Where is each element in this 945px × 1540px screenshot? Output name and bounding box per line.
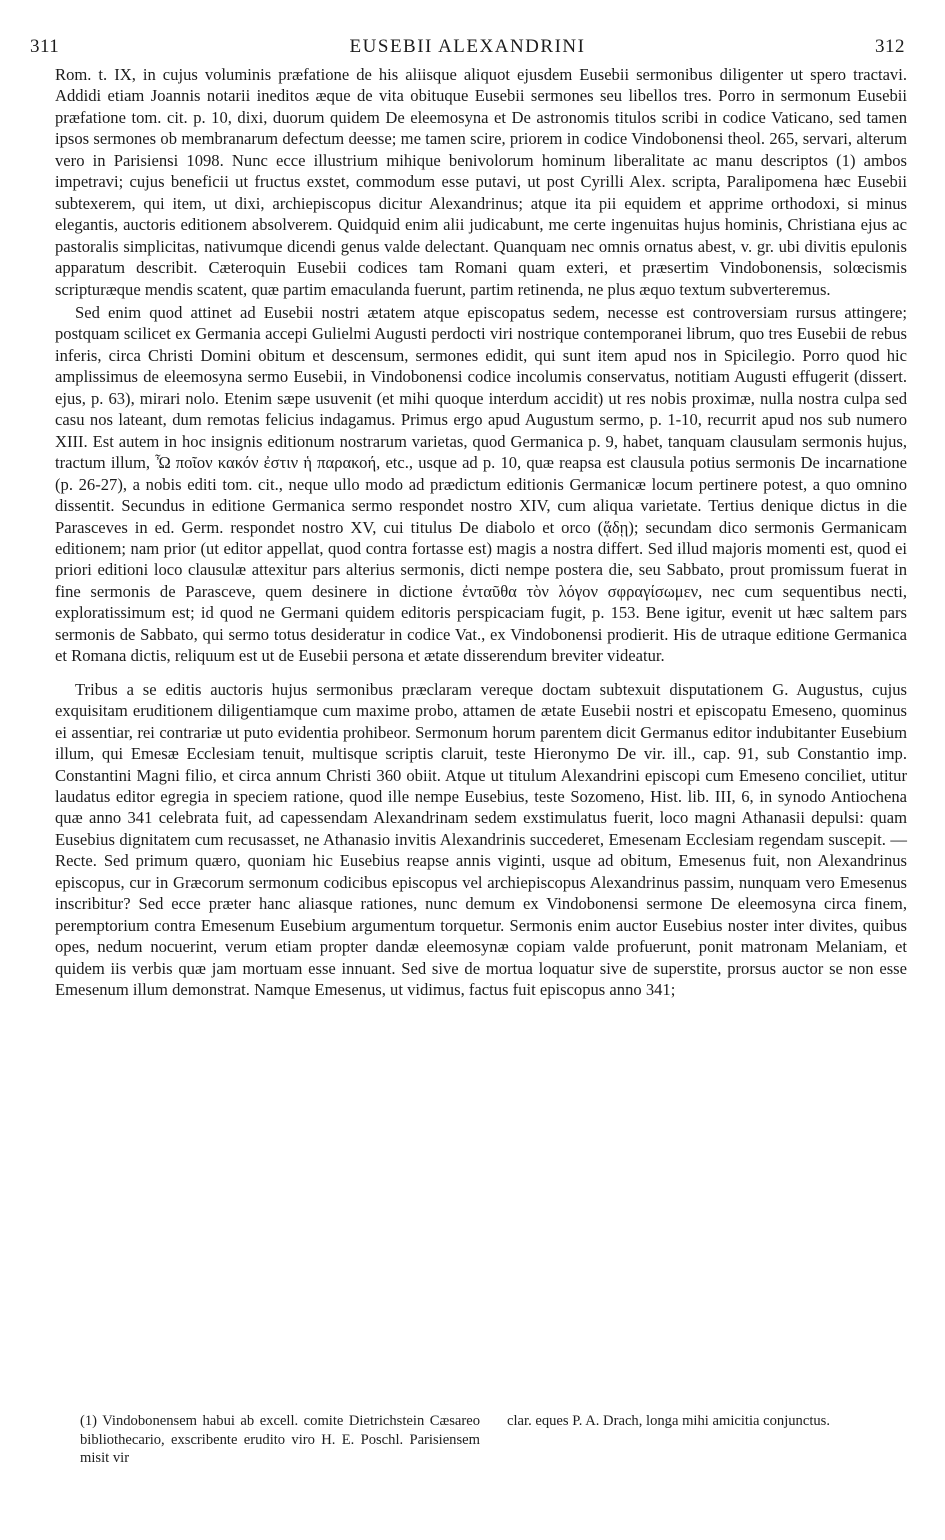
footnote-1-part-2: clar. eques P. A. Drach, longa mihi amicitia conjunctus. [507,1413,831,1429]
paragraph-3: Tribus a se editis auctoris hujus sermonibus præclaram vereque doctam subtexuit disputationem G. Augustus, cujus exquisitam eruditionem diligentiamque cum maxime probo, attamen de ætate Eusebii nostri et episcopatu Emeseno, quominus ei assentiar, rei contrariæ ut puto evidentia prohibeor. Sermonum horum parentem dicit Germanus editor indubitanter Eusebium illum, qui Emesæ Ecclesiam tenuit, multisque scriptis claruit, teste Hieronymo De vir. ill., cap. 91, sub Constantio imp. Constantini Magni filio, et circa annum Christi 360 obiit. Atque ut titulum Alexandrini episcopi cum Emeseno conciliet, utitur laudatus editor egregia in speciem ratione, quod ille nempe Eusebius, teste Sozomeno, Hist. lib. III, 6, in synodo Antiochena quæ anno 341 celebrata fuit, ad capessendam Alexandrinam sedem exstimulatus fuerit, loco magni Athanasii depulsi: quam Eusebius dignitatem cum recusasset, ne Athanasio invitis Alexandrinis succederet, Emesenam Ecclesiam regendam suscepit. — Recte. Sed primum quæro, quoniam hic Eusebius reapse annis viginti, usque ad obitum, Emesenus fuit, non Alexandrinus episcopus, cur in Græcorum sermonum codicibus episcopus vel archiepiscopus Alexandrinus passim, nunquam vero Emesenus inscribitur? Sed ecce præter hanc aliasque rationes, nunc demum ex Vindobonensi sermone De eleemosyna circa finem, peremptorium contra Emesenum Eusebium argumentum torquetur. Sermonis enim auctor Eusebius noster inter divites, quibus opes, nedum nocuerint, verum etiam propter dandæ eleemosynæ copiam valde profuerunt, ponit matronam Melaniam, et quidem iis verbis quæ jam mortuam esse innuant. Sed sive de mortua loquatur sive de superstite, prorsus auctor se non esse Emesenum illum demonstrat. Namque Emesenus, ut vidimus, factus fuit episcopus anno 341; [55,679,907,1000]
right-page-number: 312 [875,36,905,57]
body-text [55,64,907,1000]
left-page-number: 311 [30,36,60,57]
running-header [30,36,905,60]
footnote-column-right [507,1412,912,1431]
footnote-column-left [80,1412,480,1468]
paragraph-2: Sed enim quod attinet ad Eusebii nostri ætatem atque episcopatus sedem, necesse est controversiam rursus attingere; postquam scilicet ex Germania accepi Gulielmi Augusti perdocti viri nostrique contemporanei librum, quo tres Eusebii de rebus inferis, circa Christi Domini obitum et descensum, sermones edidit, qui sunt item apud nos in Spicilegio. Porro quod hic amplissimus de eleemosyna sermo Eusebii, in Vindobonensi codice incolumis conservatus, notitiam Augusti effugerit (dissert. ejus, p. 63), mirari nolo. Etenim sæpe usuvenit (et mihi quoque interdum accidit) ut res nobis proximæ, nulla nostra culpa sed casu nos lateant, dum remotas felicius indagamus. Primus ergo apud Augustum sermo, p. 1-10, recurrit apud nos sub numero XIII. Est autem in hoc insignis editionum nostrarum varietas, quod Germanica p. 9, habet, tanquam clausulam sermonis hujus, tractum illum, Ὦ ποῖον κακόν ἐστιν ἡ παρακοή, etc., usque ad p. 10, quæ reapsa est clausula potius sermonis De incarnatione (p. 26-27), a nobis editi tom. cit., neque ullo modo ad prædictum editionis Germanicæ locum pertinere potest, a quo omnino dissentit. Secundus in editione Germanica sermo respondet nostro XIV, cum aliqua varietate. Tertius denique dictus in die Parasceves in ed. Germ. respondet nostro XV, cui titulus De diabolo et orco (ᾅδῃ); secundam dico sermonis Germanicam editionem; nam prior (ut editor appellat, quod contra fortasse est) magis a nostra differt. Sed illud majoris momenti est, quod ei priori editioni loco clausulæ attexitur pars alterius sermonis, dicti nempe postera die, seu Sabbato, prout promissum fuerat in fine sermonis de Parasceve, quem desinere in dictione ἐνταῦθα τὸν λόγον σφραγίσωμεν, nec cum sequentibus necti, exploratissimum est; id quod ne Germani quidem editoris perspicaciam fugit, p. 153. Bene igitur, evenit ut hæc saltem pars sermonis de Sabbato, qui sermo totus desideratur in codice Vat., ex Vindobonensi prodierit. His de utraque editione Germanica et Romana dictis, reliquum est ut de Eusebii persona et ætate disserendum breviter videatur. [55,302,907,666]
running-title: EUSEBII ALEXANDRINI [349,36,586,57]
footnote-1-part-1: (1) Vindobonensem habui ab excell. comite Dietrichstein Cæsareo bibliothecario, exscribente erudito viro H. E. Poschl. Parisiensem misit vir [80,1413,480,1466]
paragraph-1: Rom. t. IX, in cujus voluminis præfatione de his aliisque aliquot ejusdem Eusebii sermonibus diligenter ut spero tractavi. Addidi etiam Joannis notarii ineditos æque de vita obituque Eusebii sermones seu libellos tres. Porro in sermonum Eusebii præfatione tom. cit. p. 10, dixi, duorum quidem De eleemosyna et De astronomis titulos scribi in codice Vaticano, sed tamen ipsos sermones ob membranarum defectum deesse; me tamen scire, priorem in codice Vindobonensi theol. 265, servari, alterum vero in Parisiensi 1098. Nunc ecce illustrium mihique benivolorum hominum liberalitate ac manu descriptos (1) ambos impetravi; cujus beneficii ut fructus exstet, commodum esse putavi, ut post Cyrilli Alex. scripta, Paralipomena hæc Eusebii subtexerem, qui item, ut dixi, archiepiscopus dicitur Alexandrinus; atque ita pii equidem et apprime orthodoxi, si minus elegantis, auctoris editionem absolverem. Quidquid enim alii judicabunt, me certe ingenuitas hujus hominis, Christiana ejus ac pastoralis simplicitas, nativumque dicendi genus valde delectant. Quanquam nec omnis ornatus abest, v. gr. ubi divitis epulonis apparatum describit. Cæteroquin Eusebii codices tam Romani quam exteri, et præsertim Vindobonensis, solœcismis scripturæque mendis scatent, quæ partim emaculanda fuerunt, partim retinenda, ne plus æquo textum subverteremus. [55,65,907,299]
